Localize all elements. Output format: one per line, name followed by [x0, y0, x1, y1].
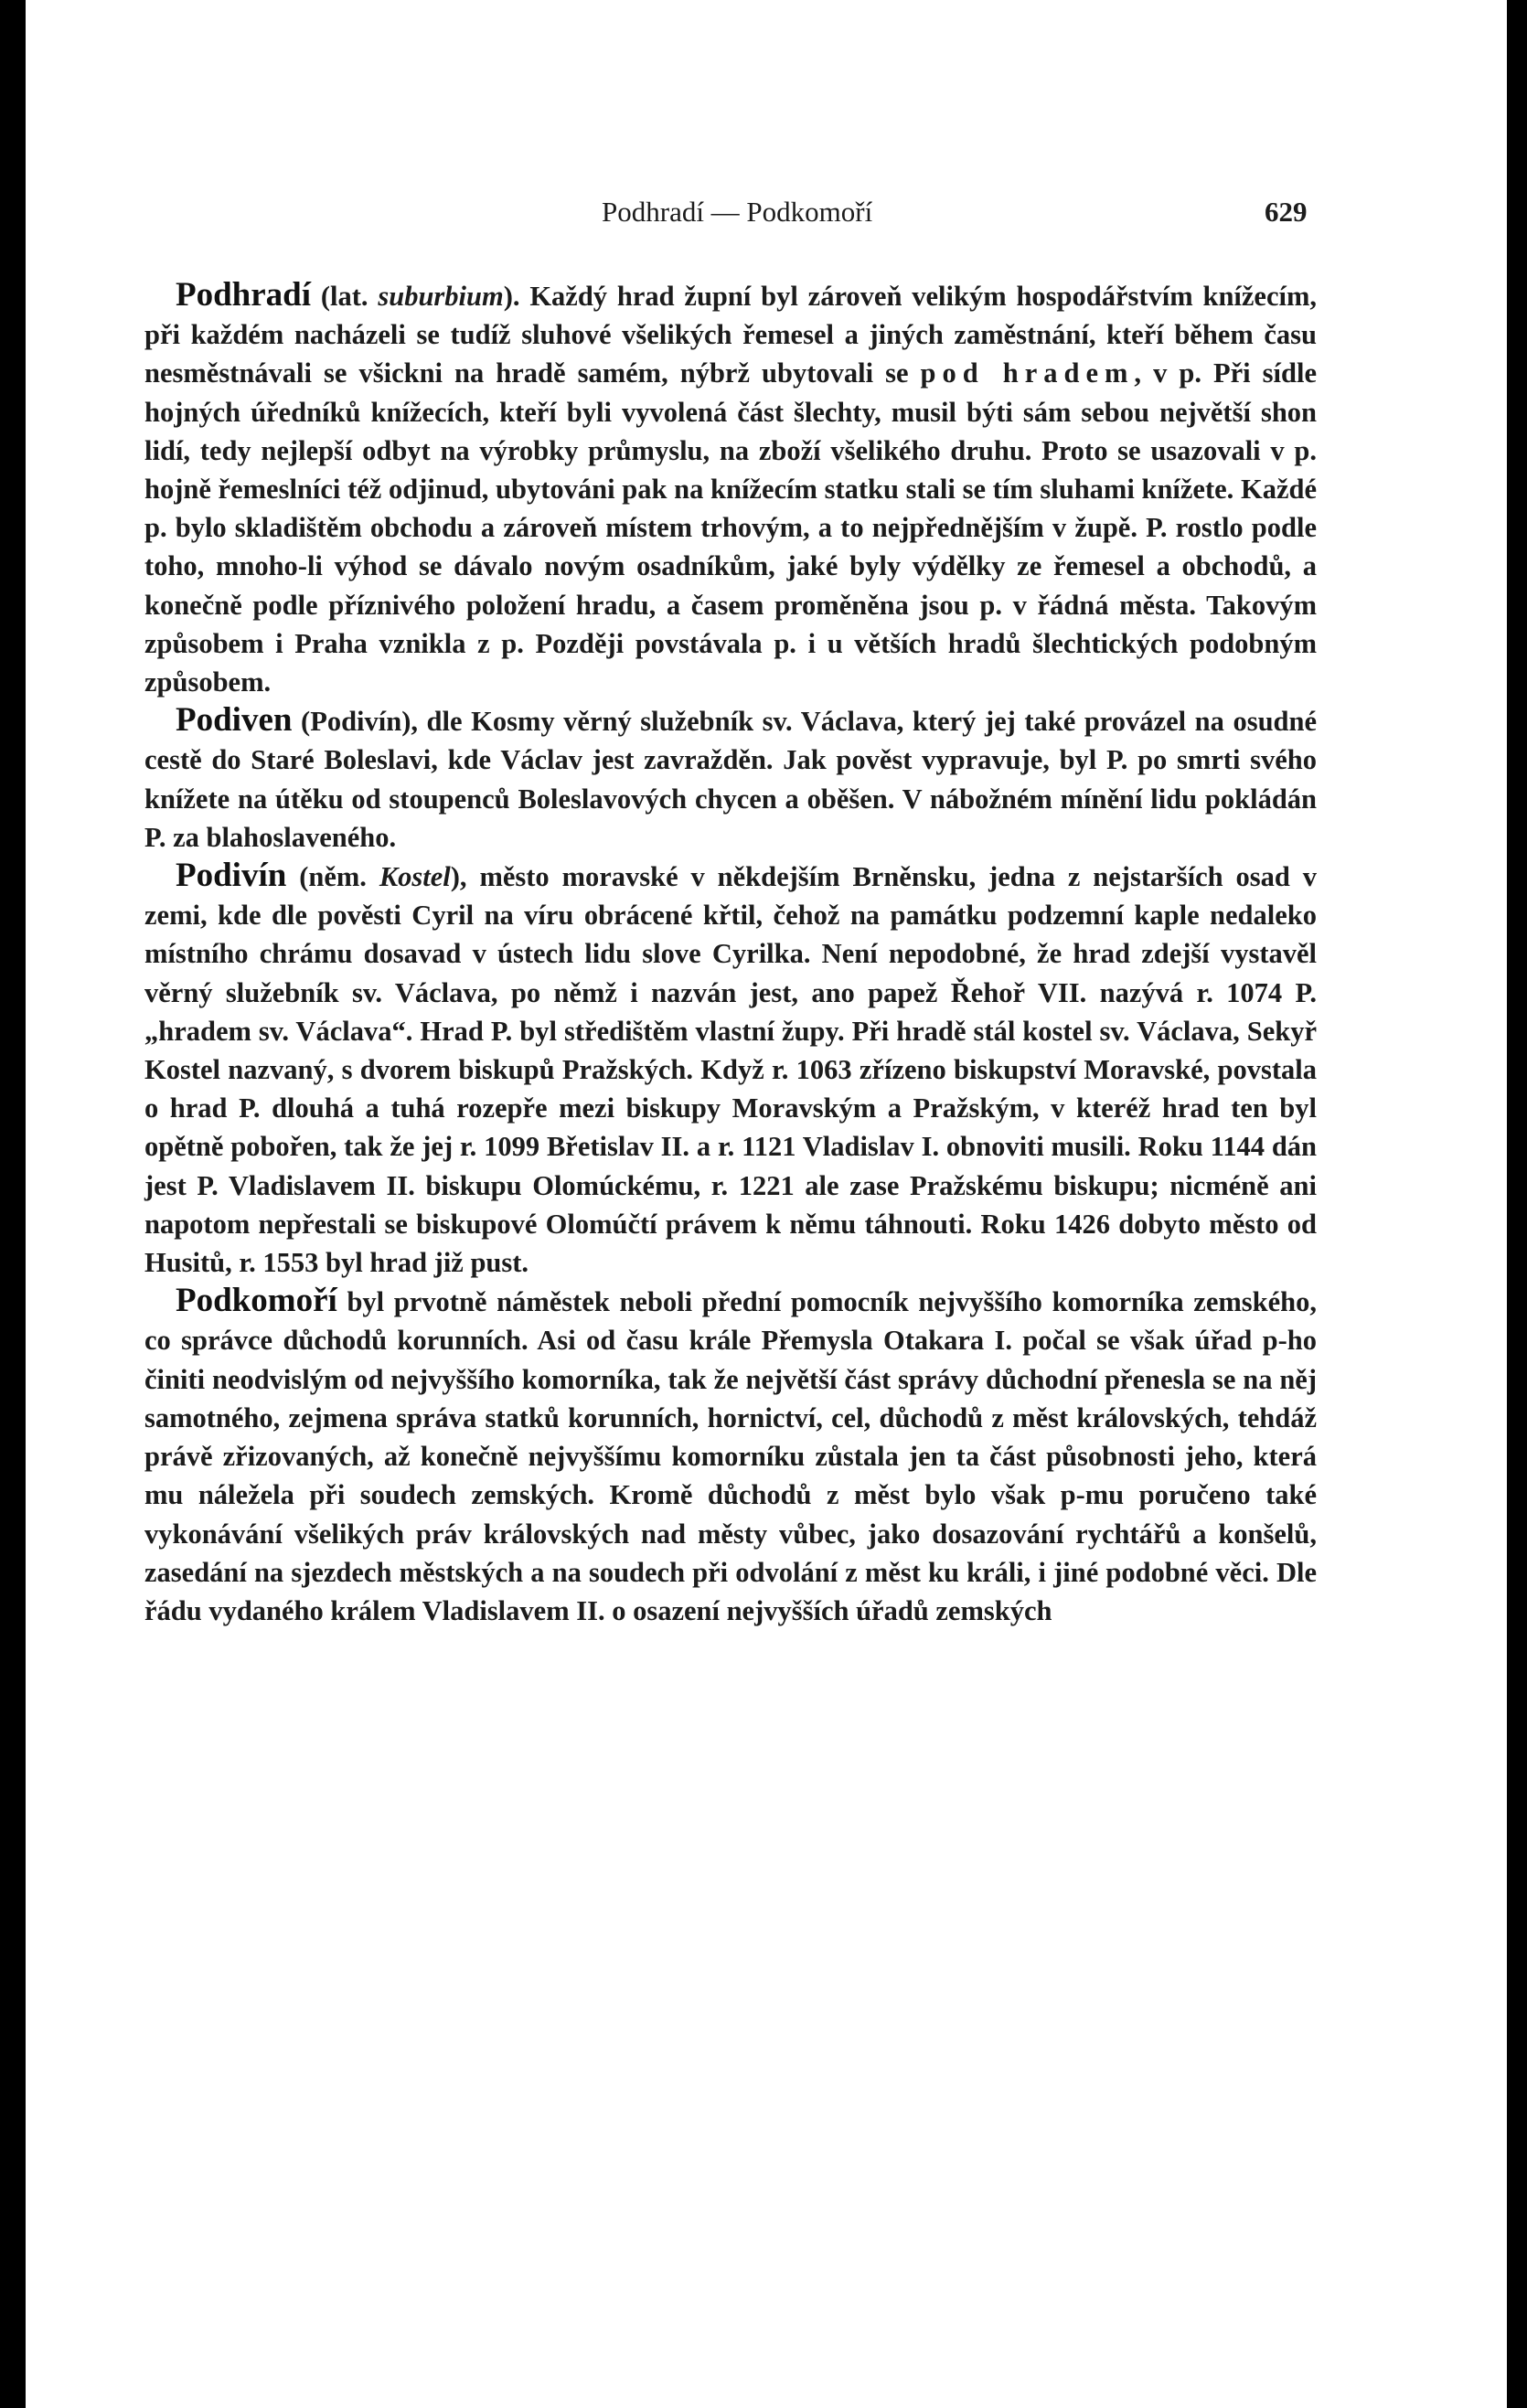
entry-text: město moravské v někdejším Brněnsku, jedna z nejstarších osad v zemi, kde dle pověsti Cyril na víru obrácené křtil, čehož na památku podzemní kaple nedaleko místního chrámu dosavad v ústech lidu slove Cyrilka. Není nepodobné, že hrad zdejší vystavěl věrný služebník sv. Václava, po němž i nazván jest, ano papež Řehoř VII. nazývá r. 1074 P. „hradem sv. Václava“. Hrad P. byl středištěm vlastní župy. Při hradě stál kostel sv. Václava, Sekyř Kostel nazvaný, s dvorem biskupů Pražských. Když r. 1063 zřízeno biskupství Moravské, povstala o hrad P. dlouhá a tuhá rozepře mezi biskupy Moravským a Pražským, v kteréž hrad ten byl opětně pobořen, tak že jej r. 1099 Břetislav II. a r. 1121 Vladislav I. obnoviti musili. Roku 1144 dán jest P. Vladislavem II. biskupu Olomúckému, r. 1221 ale zase Pražskému biskupu; nicméně ani napotom nepřestali se biskupové Olomúčtí právem k němu táhnouti. Roku 1426 dobyto město od Husitů, r. 1553 byl hrad již pust.	[144, 861, 1317, 1279]
entry-podhradi	[144, 276, 1317, 701]
headword: Podiven	[176, 701, 293, 740]
paren-open: (něm.	[286, 861, 379, 893]
entry-podkomori	[144, 1282, 1317, 1630]
entry-text: (Podivín), dle Kosmy věrný služebník sv. Václava, který jej také provázel na osudné cestě do Staré Boleslavi, kde Václav jest zavražděn. Jak pověst vypravuje, byl P. po smrti svého knížete na útěku od stoupenců Boleslavových chycen a oběšen. V nábožném mínění lidu pokládán P. za blahoslaveného.	[144, 706, 1317, 853]
entry-text-continued: , v p. Při sídle hojných úředníků knížecích, kteří byli vyvolená část šlechty, musil býti sám sebou největší shon lidí, tedy nejlepší odbyt na výrobky průmyslu, na zboží všelikého druhu. Proto se usazovali v p. hojně řemeslníci též odjinud, ubytováni pak na knížecím statku stali se tím sluhami knížete. Každé p. bylo skladištěm obchodu a zároveň místem trhovým, a to nejpřednějším v župě. P. rostlo podle toho, mnoho-li výhod se dávalo novým osadníkům, jaké byly výdělky ze řemesel a obchodů, a konečně podle příznivého položení hradu, a časem proměněna jsou p. v řádná města. Takovým způsobem i Praha vznikla z p. Později povstávala p. i u větších hradů šlechtických podobným způsobem.	[144, 357, 1317, 698]
paren-close: ).	[503, 281, 530, 312]
german-term: Kostel	[379, 861, 451, 893]
headword: Podkomoří	[176, 1282, 337, 1320]
entry-text: Každý hrad župní byl zároveň velikým hospodářstvím knížecím, při každém nacházeli se tudíž sluhové všelikých řemesel a jiných zaměstnání, kteří během času nesměstnávali se všickni na hradě samém, nýbrž ubytovali se	[144, 281, 1317, 389]
paren-close: ),	[450, 861, 480, 893]
entry-podivin	[144, 857, 1317, 1282]
page-number: 629	[1265, 196, 1308, 228]
dictionary-body	[144, 276, 1317, 1630]
headword: Podhradí	[176, 276, 312, 314]
paren-open: (lat.	[311, 281, 379, 312]
spaced-text: pod hradem	[920, 357, 1135, 389]
entry-podiven	[144, 701, 1317, 857]
entry-text: byl prvotně náměstek neboli přední pomocník nejvyššího komorníka zemského, co správce důchodů korunních. Asi od času krále Přemysla Otakara I. počal se však úřad p-ho činiti neodvislým od nejvyššího komorníka, tak že největší část správy důchodní přenesla se na něj samotného, zejmena správa statků korunních, hornictví, cel, důchodů z měst královských, tehdáž právě zřizovaných, až konečně nejvyššímu komorníku zůstala jen ta část působnosti jeho, která mu náležela při soudech zemských. Kromě důchodů z měst bylo však p-mu poručeno také vykonávání všelikých práv královských nad městy vůbec, jako dosazování rychtářů a konšelů, zasedání na sjezdech městských a na soudech při odvolání z měst ku králi, i jiné podobné věci. Dle řádu vydaného králem Vladislavem II. o osazení nejvyšších úřadů zemských	[144, 1286, 1317, 1626]
latin-term: suburbium	[378, 281, 504, 312]
running-title: Podhradí — Podkomoří	[602, 196, 873, 228]
headword: Podivín	[176, 857, 287, 895]
running-header	[26, 196, 1507, 241]
page	[26, 0, 1507, 2408]
